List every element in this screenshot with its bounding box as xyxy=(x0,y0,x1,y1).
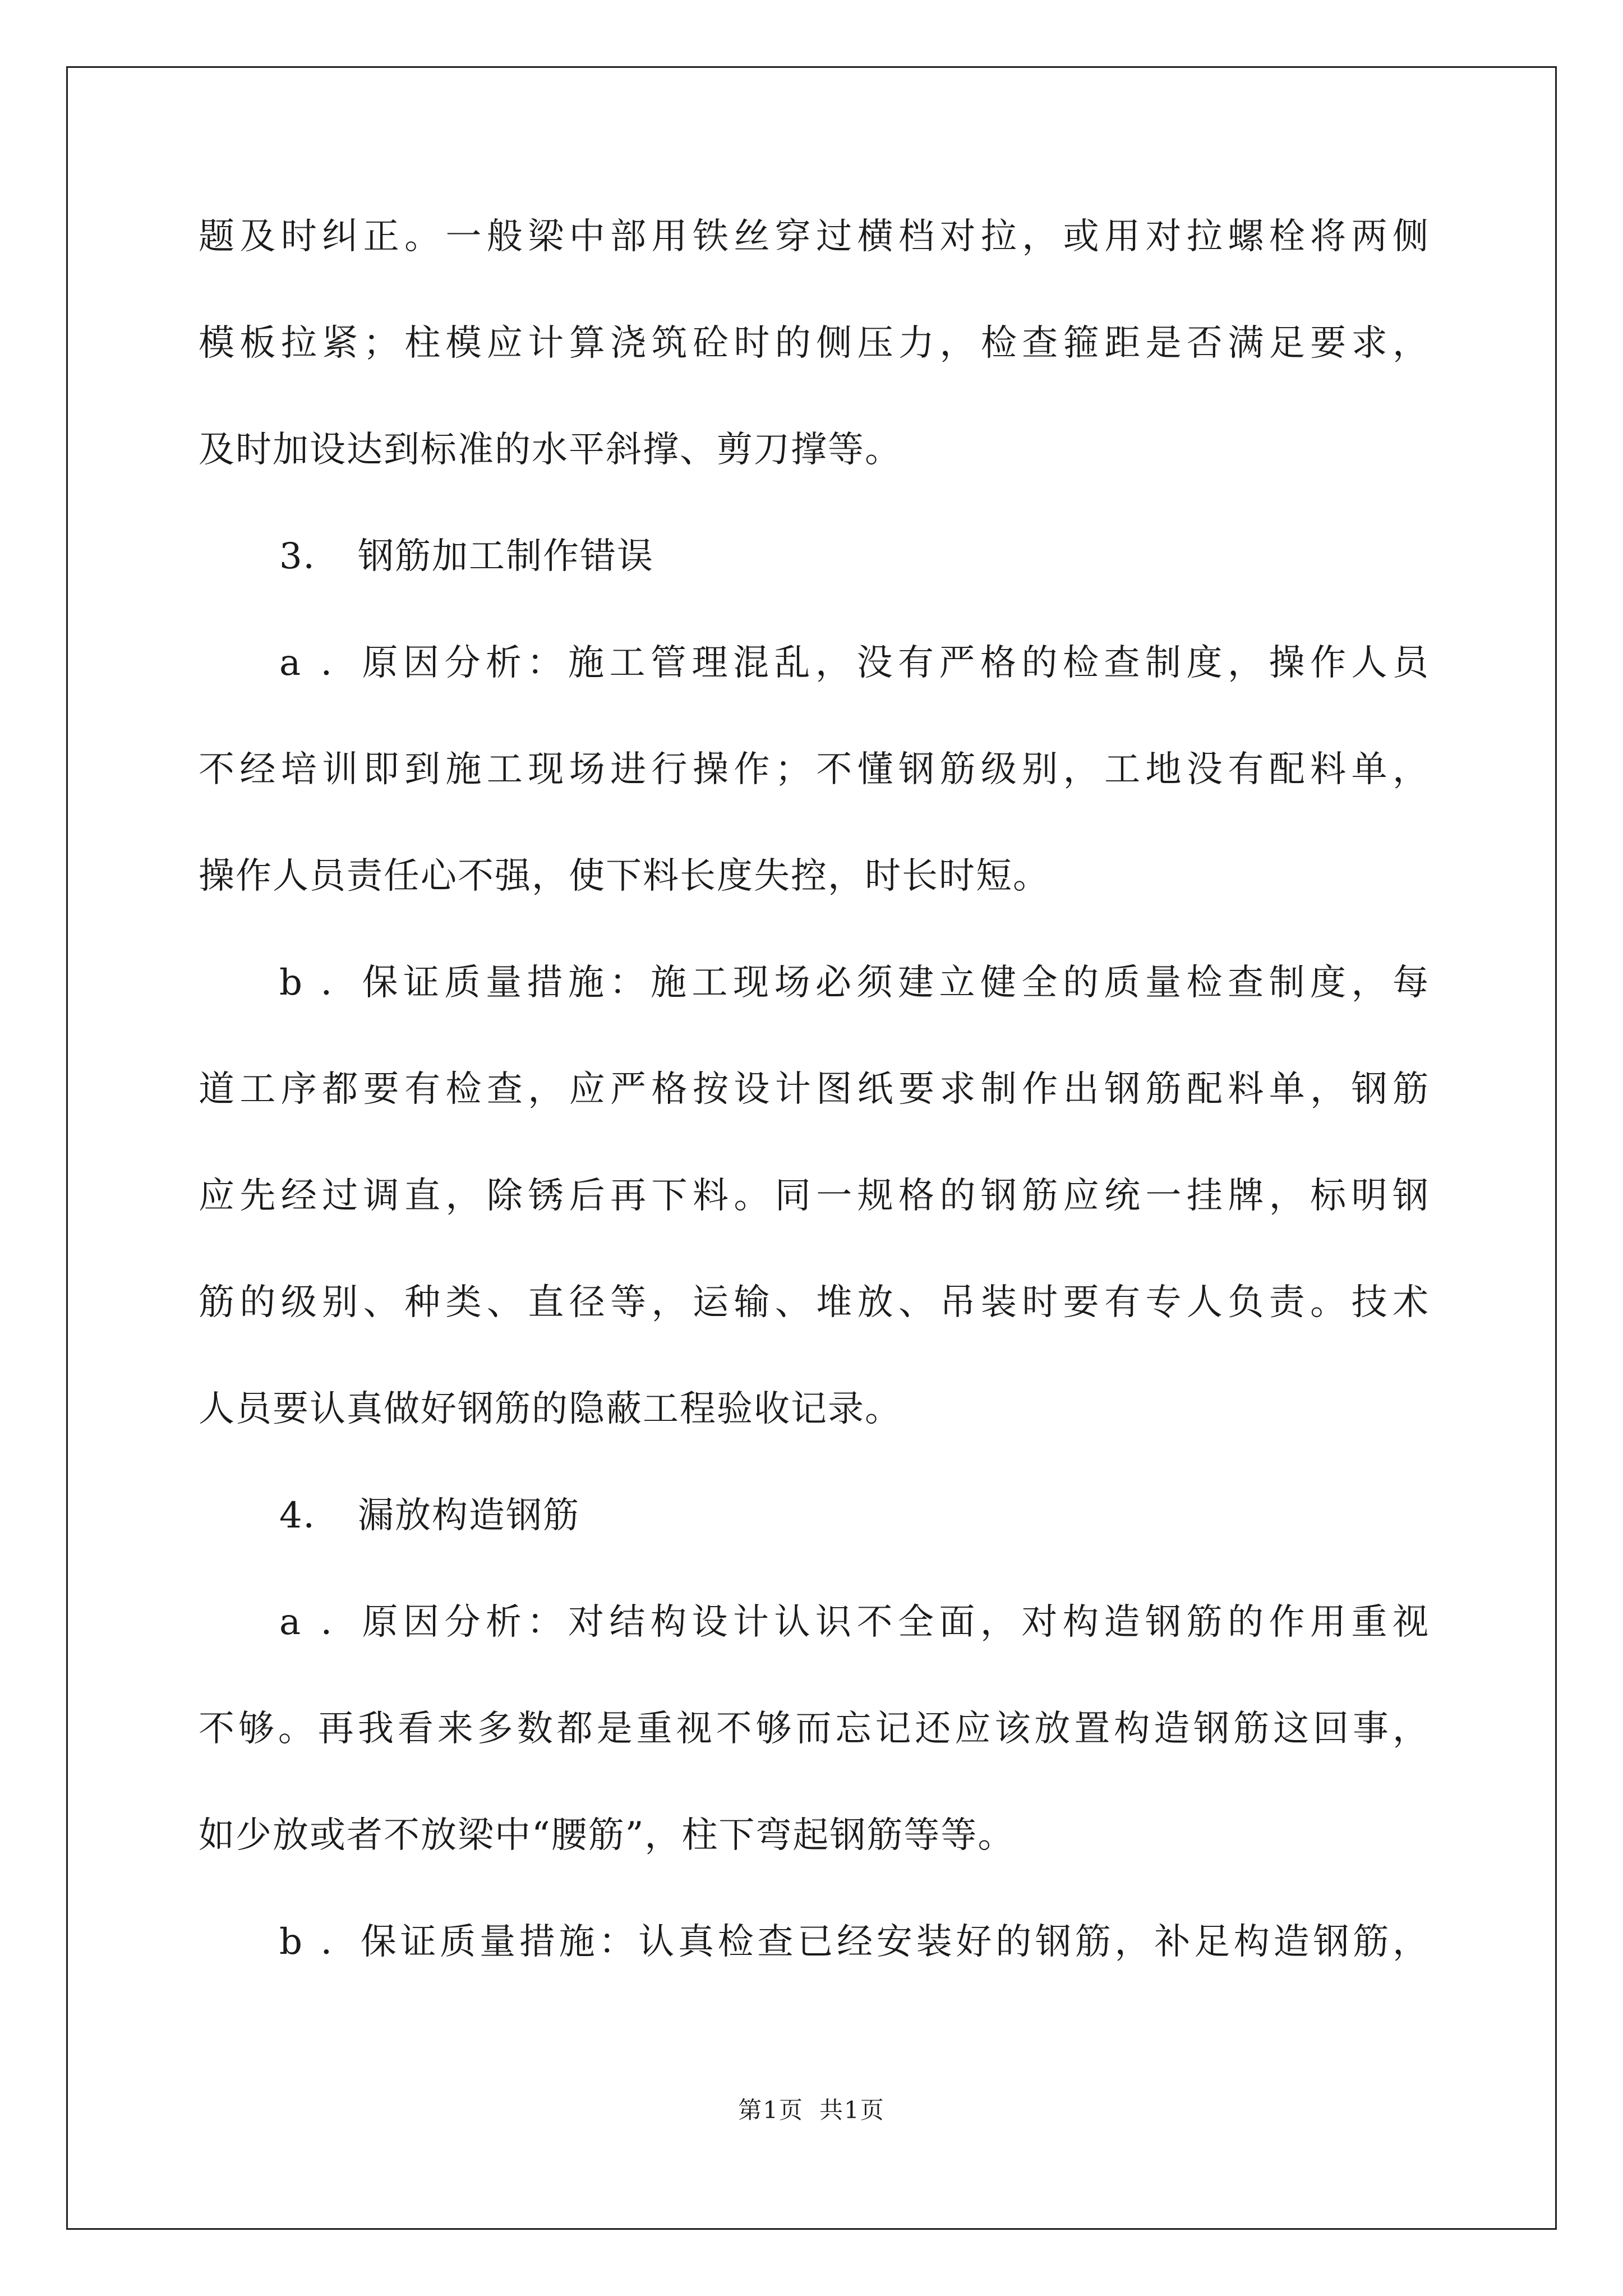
paragraph-line: 道工序都要有检查，应严格按设计图纸要求制作出钢筋配料单，钢筋 xyxy=(199,1069,1430,1110)
paragraph-line: 筋的级别、种类、直径等，运输、堆放、吊装时要有专人负责。技术 xyxy=(199,1282,1430,1323)
item-marker: a． xyxy=(279,642,358,684)
list-item-line xyxy=(199,1602,1430,1643)
page-footer xyxy=(0,2092,1623,2125)
paragraph-line: 人员要认真做好钢筋的隐蔽工程验收记录。 xyxy=(199,1388,902,1430)
section-heading xyxy=(199,536,1430,577)
section-number: 4． xyxy=(279,1495,340,1536)
item-text: 保证质量措施：认真检查已经安装好的钢筋，补足构造钢筋， xyxy=(358,1921,1430,1963)
list-item-line xyxy=(199,1921,1430,1963)
paragraph-line: 不够。再我看来多数都是重视不够而忘记还应该放置构造钢筋这回事， xyxy=(199,1708,1430,1750)
section-number: 3． xyxy=(279,536,340,577)
item-text: 原因分析：对结构设计认识不全面，对构造钢筋的作用重视 xyxy=(358,1602,1430,1643)
paragraph-line: 应先经过调直，除锈后再下料。同一规格的钢筋应统一挂牌，标明钢 xyxy=(199,1175,1430,1217)
item-marker: b． xyxy=(279,962,358,1004)
list-item-line xyxy=(199,962,1430,1004)
page-total: 共1页 xyxy=(819,2096,885,2124)
page-number: 第1页 xyxy=(738,2096,804,2124)
section-title: 漏放构造钢筋 xyxy=(358,1495,580,1536)
paragraph-line: 及时加设达到标准的水平斜撑、剪刀撑等。 xyxy=(199,429,902,471)
section-title: 钢筋加工制作错误 xyxy=(358,536,654,577)
list-item-line xyxy=(199,642,1430,684)
section-heading xyxy=(199,1495,1430,1536)
paragraph-line: 题及时纠正。一般梁中部用铁丝穿过横档对拉，或用对拉螺栓将两侧 xyxy=(199,216,1430,257)
item-text: 保证质量措施：施工现场必须建立健全的质量检查制度，每 xyxy=(358,962,1430,1004)
paragraph-line: 操作人员责任心不强，使下料长度失控，时长时短。 xyxy=(199,855,1050,897)
document-body xyxy=(199,216,1430,2031)
paragraph-line: 不经培训即到施工现场进行操作；不懂钢筋级别，工地没有配料单， xyxy=(199,749,1430,790)
item-text: 原因分析：施工管理混乱，没有严格的检查制度，操作人员 xyxy=(358,642,1430,684)
paragraph-line: 如少放或者不放梁中“腰筋”，柱下弯起钢筋等等。 xyxy=(199,1815,1015,1856)
paragraph-line: 模板拉紧；柱模应计算浇筑砼时的侧压力，检查箍距是否满足要求， xyxy=(199,323,1430,364)
item-marker: b． xyxy=(279,1921,358,1963)
item-marker: a． xyxy=(279,1602,358,1643)
